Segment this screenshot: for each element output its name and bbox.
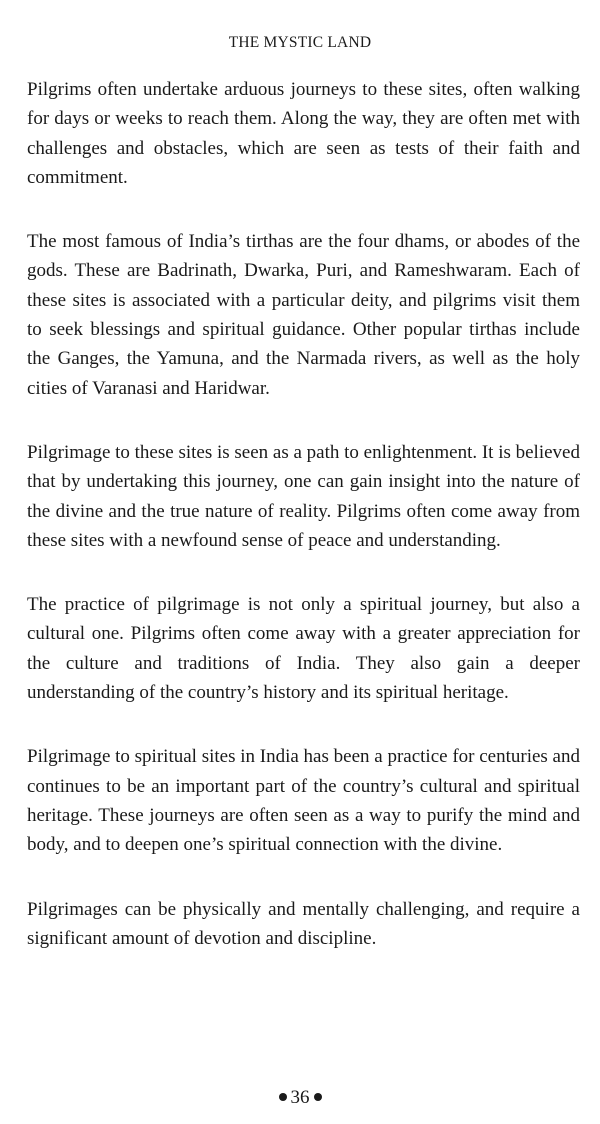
bullet-dot-icon bbox=[314, 1093, 322, 1101]
paragraph: The most famous of India’s tirthas are the four dhams, or abodes of the gods. These are Badrinath, Dwarka, Puri, and Rameshwaram. Each of these sites is associated with a particular deity, and pilgrims visit them to seek blessings and spiritual guidance. Other popular tirthas include the Ganges, the Yamuna, and the Narmada rivers, as well as the holy cities of Varanasi and Haridwar. bbox=[27, 231, 580, 399]
paragraph: Pilgrimage to spiritual sites in India has been a practice for centuries and continues to be an important part of the country’s cultural and spiritual heritage. These journeys are often seen as a way to purify the mind and body, and to deepen one’s spiritual connection with the divine. bbox=[27, 746, 580, 856]
paragraph: Pilgrimages can be physically and mentally challenging, and require a significant amount of devotion and discipline. bbox=[27, 898, 580, 949]
body-text bbox=[27, 75, 580, 988]
page-folio bbox=[0, 1086, 600, 1110]
running-head: THE MYSTIC LAND bbox=[228, 34, 372, 51]
paragraph: Pilgrimage to these sites is seen as a path to enlightenment. It is believed that by undertaking this journey, one can gain insight into the nature of the divine and the true nature of reality. Pilgrims often come away from these sites with a newfound sense of peace and understanding. bbox=[27, 441, 580, 551]
paragraph: The practice of pilgrimage is not only a spiritual journey, but also a cultural one. Pilgrims often come away with a greater appreciation for the culture and traditions of India. They also gain a deeper understanding of the country’s history and its spiritual heritage. bbox=[27, 594, 580, 704]
bullet-dot-icon bbox=[279, 1093, 287, 1101]
page-number: 36 bbox=[290, 1087, 310, 1108]
paragraph: Pilgrims often undertake arduous journeys to these sites, often walking for days or weeks to reach them. Along the way, they are often met with challenges and obstacles, which are seen as tests of their faith and commitment. bbox=[27, 79, 580, 188]
